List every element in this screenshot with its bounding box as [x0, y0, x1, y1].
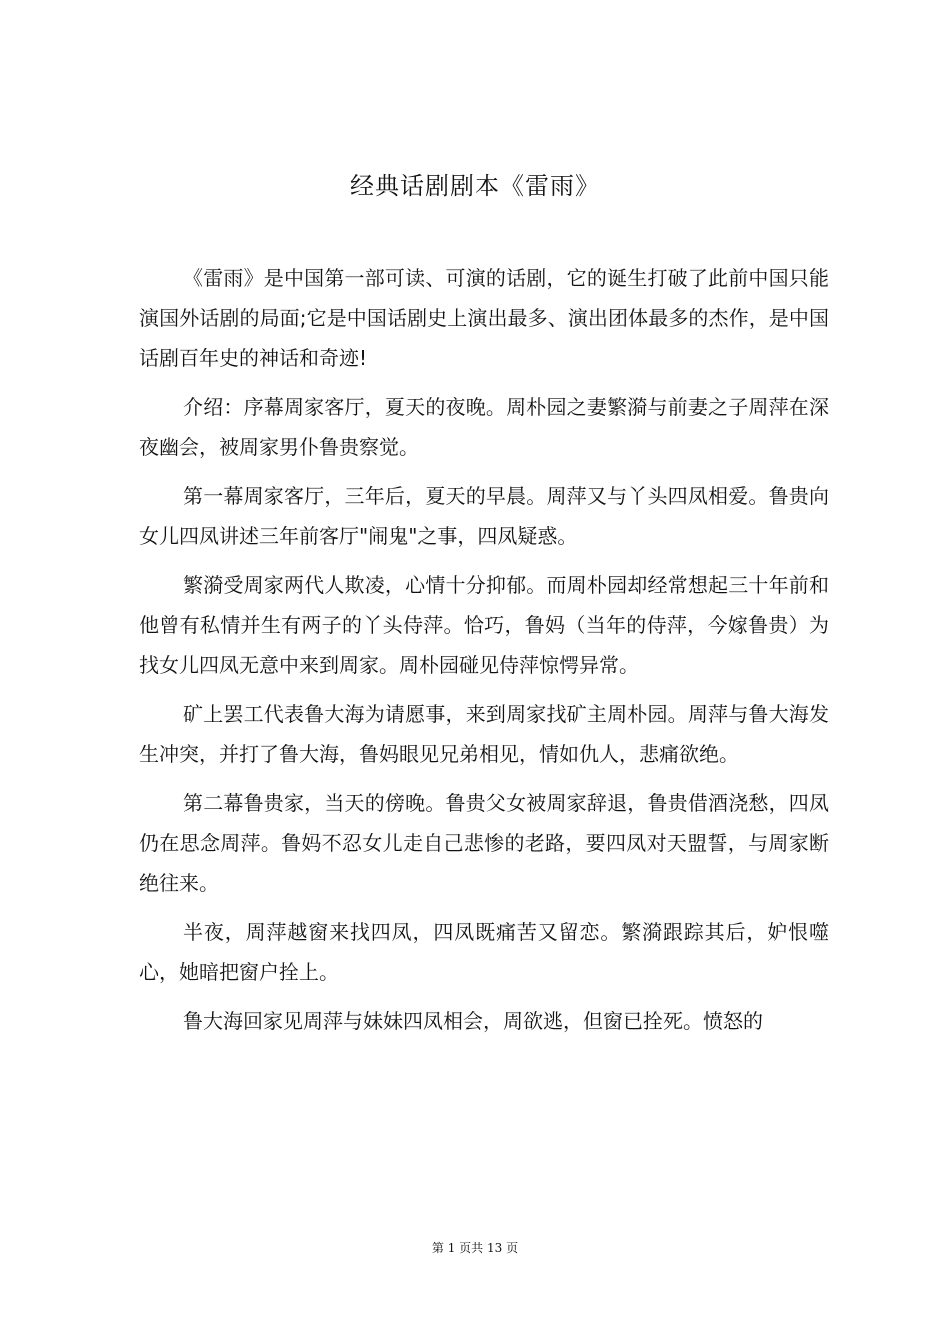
paragraph-intro: 《雷雨》是中国第一部可读、可演的话剧，它的诞生打破了此前中国只能演国外话剧的局面;它是中国话剧史上演出最多、演出团体最多的杰作，是中国话剧百年史的神话和奇迹! — [139, 266, 829, 370]
paragraph-lu-dahai: 矿上罢工代表鲁大海为请愿事，来到周家找矿主周朴园。周萍与鲁大海发生冲突，并打了鲁大海，鲁妈眼见兄弟相见，情如仇人，悲痛欲绝。 — [139, 702, 829, 766]
paragraph-fanyi: 繁漪受周家两代人欺凌，心情十分抑郁。而周朴园却经常想起三十年前和他曾有私情并生有两子的丫头侍萍。恰巧，鲁妈（当年的侍萍，今嫁鲁贵）为找女儿四凤无意中来到周家。周朴园碰见侍萍惊愕异常。 — [139, 573, 829, 677]
document-body — [139, 258, 829, 1050]
paragraph-prologue: 介绍：序幕周家客厅，夏天的夜晚。周朴园之妻繁漪与前妻之子周萍在深夜幽会，被周家男仆鲁贵察觉。 — [139, 395, 829, 459]
paragraph-act-one: 第一幕周家客厅，三年后，夏天的早晨。周萍又与丫头四凤相爱。鲁贵向女儿四凤讲述三年前客厅"闹鬼"之事，四凤疑惑。 — [139, 484, 829, 548]
paragraph-midnight: 半夜，周萍越窗来找四凤，四凤既痛苦又留恋。繁漪跟踪其后，妒恨噬心，她暗把窗户拴上。 — [139, 920, 829, 984]
paragraph-confrontation: 鲁大海回家见周萍与妹妹四凤相会，周欲逃，但窗已拴死。愤怒的 — [183, 1009, 763, 1033]
paragraph-act-two: 第二幕鲁贵家，当天的傍晚。鲁贵父女被周家辞退，鲁贵借酒浇愁，四凤仍在思念周萍。鲁妈不忍女儿走自己悲惨的老路，要四凤对天盟誓，与周家断绝往来。 — [139, 791, 829, 895]
document-title: 经典话剧剧本《雷雨》 — [350, 172, 600, 200]
page-footer: 第 1 页共 13 页 — [431, 1241, 519, 1255]
